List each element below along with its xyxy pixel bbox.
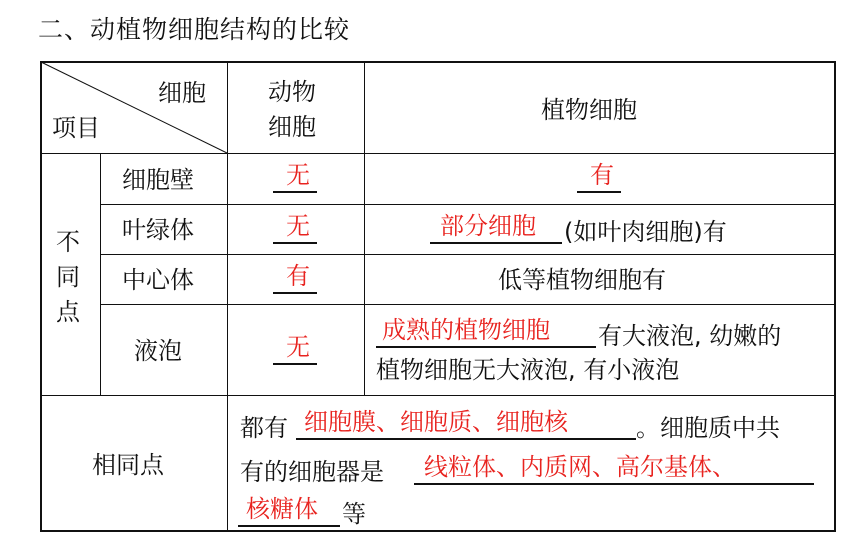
row-wall-item: 细胞壁 (122, 166, 194, 194)
same-line1-suffix: 。细胞质中共 (636, 414, 780, 442)
diff-label-3: 点 (56, 298, 80, 326)
row-vacuole-plant-answer: 成熟的植物细胞 (382, 316, 550, 344)
row-vacuole-item: 液泡 (134, 337, 182, 365)
row-centrosome-item: 中心体 (122, 266, 194, 294)
page-title: 二、动植物细胞结构的比较 (38, 15, 351, 44)
row-vacuole-plant-line2: 植物细胞无大液泡, 有小液泡 (376, 356, 680, 384)
diff-label-2: 同 (56, 263, 80, 291)
same-label: 相同点 (92, 451, 164, 479)
col-animal-header-2: 细胞 (268, 113, 316, 141)
row-centrosome-animal: 有 (286, 262, 310, 290)
row-chloroplast-plant-answer: 部分细胞 (440, 212, 536, 240)
same-line1-prefix: 都有 (240, 414, 288, 442)
row-vacuole-animal: 无 (286, 333, 310, 361)
row-chloroplast-animal: 无 (286, 212, 310, 240)
row-chloroplast-item: 叶绿体 (122, 216, 194, 244)
diff-label-1: 不 (56, 228, 80, 256)
row-centrosome-plant: 低等植物细胞有 (498, 266, 666, 294)
corner-label-item: 项目 (52, 114, 100, 142)
same-line2-prefix: 有的细胞器是 (240, 458, 384, 486)
row-vacuole-plant-suffix: 有大液泡, 幼嫩的 (598, 322, 782, 350)
row-wall-plant: 有 (590, 161, 614, 189)
same-line3-suffix: 等 (342, 500, 366, 528)
corner-label-cell: 细胞 (158, 79, 206, 107)
row-chloroplast-plant-suffix: (如叶肉细胞)有 (564, 218, 727, 246)
col-plant-header: 植物细胞 (541, 96, 637, 124)
same-line1-answer: 细胞膜、细胞质、细胞核 (304, 408, 568, 436)
row-wall-animal: 无 (286, 161, 310, 189)
same-line3-answer: 核糖体 (246, 495, 318, 523)
same-line2-answer: 线粒体、内质网、高尔基体、 (424, 453, 736, 481)
col-animal-header-1: 动物 (268, 78, 316, 106)
